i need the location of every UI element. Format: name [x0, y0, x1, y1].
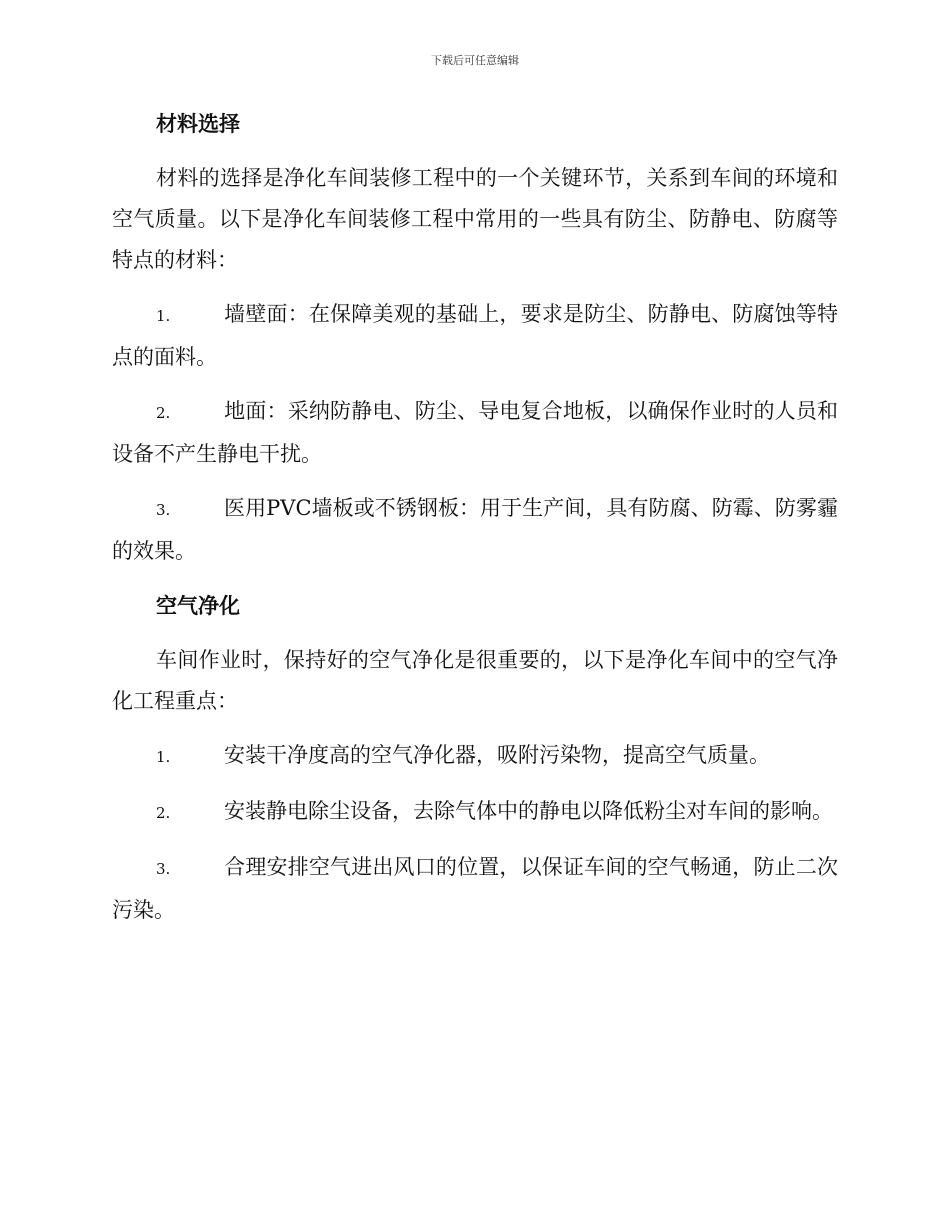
list-item [112, 847, 838, 931]
list-item-number: 3. [156, 860, 171, 878]
list-item-text: 安装干净度高的空气净化器，吸附污染物，提高空气质量。 [224, 743, 770, 767]
page-header-note: 下载后可任意编辑 [431, 54, 519, 67]
list-item-text: 墙壁面：在保障美观的基础上，要求是防尘、防静电、防腐蚀等特点的面料。 [112, 302, 838, 369]
list-item [112, 294, 838, 378]
list-item-number: 2. [156, 404, 171, 422]
list-item-text: 地面：采纳防静电、防尘、导电复合地板，以确保作业时的人员和设备不产生静电干扰。 [112, 399, 838, 466]
list-item [112, 791, 838, 834]
list-item [112, 735, 838, 778]
list-item-number: 1. [156, 307, 171, 325]
list-item-text: 安装静电除尘设备，去除气体中的静电以降低粉尘对车间的影响。 [224, 799, 833, 823]
list-item-number: 3. [156, 501, 171, 519]
list-item-text: 医用PVC墙板或不锈钢板：用于生产间，具有防腐、防霉、防雾霾的效果。 [112, 496, 838, 563]
section-intro-materials: 材料的选择是净化车间装修工程中的一个关键环节，关系到车间的环境和空气质量。以下是净化车间装修工程中常用的一些具有防尘、防静电、防腐等特点的材料： [112, 166, 838, 272]
document-body [112, 104, 838, 931]
list-item [112, 488, 838, 572]
list-item-number: 1. [156, 748, 171, 766]
section-intro-air-purification: 车间作业时，保持好的空气净化是很重要的，以下是净化车间中的空气净化工程重点： [112, 648, 838, 713]
list-item [112, 391, 838, 475]
list-item-number: 2. [156, 804, 171, 822]
section-heading-air-purification: 空气净化 [156, 594, 240, 618]
list-item-text: 合理安排空气进出风口的位置，以保证车间的空气畅通，防止二次污染。 [112, 855, 838, 922]
section-heading-materials: 材料选择 [156, 112, 240, 136]
